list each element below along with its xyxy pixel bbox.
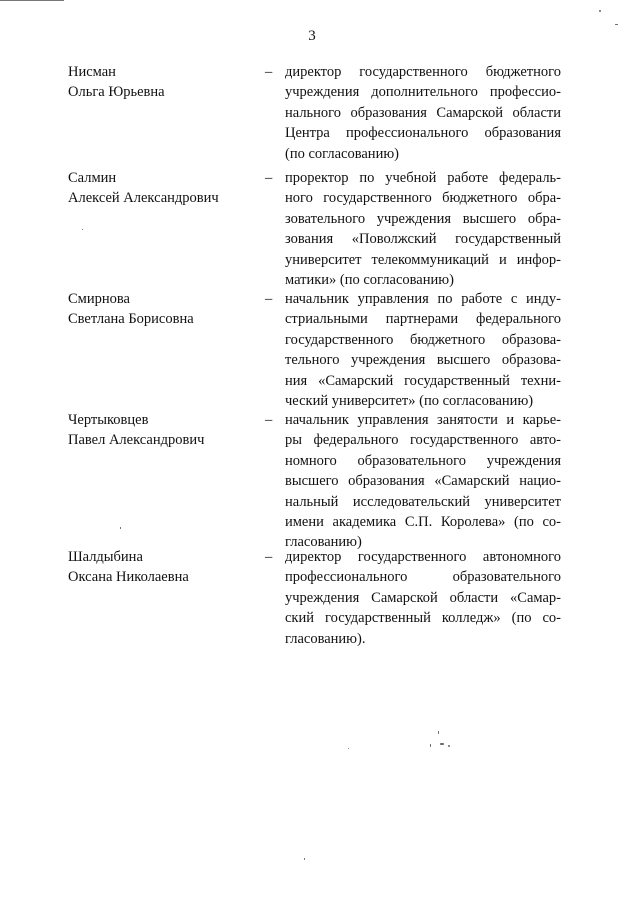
- role-line: учреждения Самарской области «Самар-: [285, 589, 561, 606]
- role-line: Центра профессионального образования: [285, 125, 561, 142]
- member-role: [285, 168, 561, 290]
- role-line: матики» (по согласованию): [285, 272, 454, 289]
- scan-speck: [448, 745, 450, 747]
- role-line: нального образования Самарской области: [285, 104, 561, 121]
- scan-speck: [599, 10, 601, 12]
- member-role: [285, 547, 561, 649]
- role-line: зовательного учреждения высшего обра-: [285, 210, 561, 227]
- role-line: ский государственный колледж» (по со-: [285, 610, 561, 627]
- role-line: директор государственного бюджетного: [285, 64, 561, 80]
- role-line: начальник управления занятости и карье-: [285, 412, 561, 428]
- page-number: 3: [308, 28, 316, 44]
- role-line: ния «Самарский государственный техни-: [285, 372, 561, 389]
- member-role: [285, 289, 561, 411]
- dash-separator: –: [265, 549, 273, 565]
- member-name: [68, 289, 258, 329]
- member-surname: Салмин: [68, 170, 117, 186]
- role-line: университет телекоммуникаций и инфор-: [285, 251, 561, 268]
- role-line: ры федерального государственного авто-: [285, 432, 561, 449]
- role-line: стриальными партнерами федерального: [285, 311, 561, 328]
- member-surname: Нисман: [68, 64, 116, 80]
- member-given-names: Оксана Николаевна: [68, 569, 189, 585]
- role-line: учреждения дополнительного профессио-: [285, 84, 561, 101]
- role-line: ного государственного бюджетного обра-: [285, 190, 561, 207]
- scan-speck: [438, 731, 439, 734]
- role-line: профессионального образовательного: [285, 569, 561, 586]
- role-line: государственного бюджетного образова-: [285, 331, 561, 348]
- dash-separator: –: [265, 412, 273, 428]
- role-line: ческий университет» (по согласованию): [285, 393, 534, 410]
- role-line: тельного учреждения высшего образова-: [285, 352, 561, 369]
- member-given-names: Павел Александрович: [68, 432, 205, 448]
- role-line: нальный исследовательский университет: [285, 493, 561, 510]
- dash-separator: –: [265, 170, 273, 186]
- role-line: директор государственного автономного: [285, 549, 561, 565]
- member-surname: Смирнова: [68, 291, 130, 307]
- member-name: [68, 547, 258, 587]
- scan-speck: [82, 229, 83, 230]
- role-line: начальник управления по работе с инду-: [285, 291, 561, 307]
- member-name: [68, 62, 258, 102]
- role-line: номного образовательного учреждения: [285, 452, 561, 469]
- scan-speck: [120, 527, 121, 529]
- member-role: [285, 410, 561, 553]
- role-line: зования «Поволжский государственный: [285, 231, 561, 248]
- member-name: [68, 168, 258, 208]
- member-surname: Чертыковцев: [68, 412, 149, 428]
- scan-edge-line: [0, 0, 64, 1]
- role-line: гласованию).: [285, 630, 366, 647]
- member-given-names: Алексей Александрович: [68, 190, 219, 206]
- member-surname: Шалдыбина: [68, 549, 143, 565]
- scan-speck: [430, 744, 431, 747]
- role-line: (по согласованию): [285, 145, 399, 162]
- scan-speck: [304, 858, 305, 860]
- member-given-names: Светлана Борисовна: [68, 311, 194, 327]
- scan-speck: [440, 743, 444, 745]
- role-line: имени академика С.П. Королева» (по со-: [285, 514, 561, 531]
- role-line: проректор по учебной работе федераль-: [285, 170, 561, 186]
- scan-speck: [348, 748, 349, 749]
- member-role: [285, 62, 561, 164]
- role-line: высшего образования «Самарский нацио-: [285, 473, 561, 490]
- scan-speck: [615, 24, 618, 25]
- member-name: [68, 410, 258, 450]
- dash-separator: –: [265, 64, 273, 80]
- role-line: гласованию): [285, 534, 362, 551]
- member-given-names: Ольга Юрьевна: [68, 84, 165, 100]
- dash-separator: –: [265, 291, 273, 307]
